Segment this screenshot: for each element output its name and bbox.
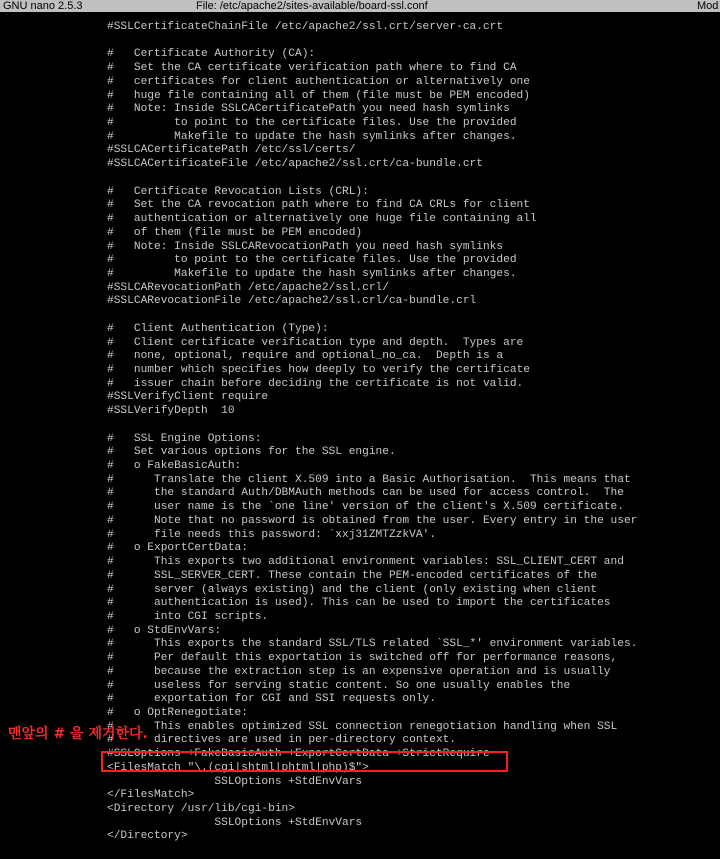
editor-line: # o FakeBasicAuth: xyxy=(107,460,242,473)
editor-line: # This exports the standard SSL/TLS related `SSL_*' environment variables. xyxy=(107,638,638,651)
editor-line: # exportation for CGI and SSI requests only. xyxy=(107,693,436,706)
app-version: GNU nano 2.5.3 xyxy=(3,0,83,12)
editor-line: # Note: Inside SSLCARevocationPath you need hash symlinks xyxy=(107,240,504,253)
editor-line: # This enables optimized SSL connection renegotiation handling when SSL xyxy=(107,720,618,733)
editor-line: # Certificate Authority (CA): xyxy=(107,48,316,61)
editor-line: # Note that no password is obtained from the user. Every entry in the user xyxy=(107,514,638,527)
editor-line: #SSLCertificateChainFile /etc/apache2/ssl.crt/server-ca.crt xyxy=(107,21,504,33)
editor-line: #SSLVerifyDepth 10 xyxy=(107,405,235,418)
editor-line: # Certificate Revocation Lists (CRL): xyxy=(107,185,369,198)
editor-line: # Makefile to update the hash symlinks after changes. xyxy=(107,267,517,280)
editor-line: # o OptRenegotiate: xyxy=(107,707,248,719)
editor-line: # SSL Engine Options: xyxy=(107,432,262,445)
editor-line: # file needs this password: `xxj31ZMTZzkVA'. xyxy=(107,528,436,541)
nano-titlebar xyxy=(0,0,720,12)
editor-line: # user name is the `one line' version of the client's X.509 certificate. xyxy=(107,501,624,514)
editor-line: # to point to the certificate files. Use the provided xyxy=(107,254,517,267)
editor-line: #SSLCACertificatePath /etc/ssl/certs/ xyxy=(107,144,356,157)
editor-line: # Translate the client X.509 into a Basic Authorisation. This means that xyxy=(107,473,631,486)
editor-line: </FilesMatch> xyxy=(107,789,195,802)
editor-line: # This exports two additional environment variables: SSL_CLIENT_CERT and xyxy=(107,556,624,569)
editor-line: SSLOptions +StdEnvVars xyxy=(107,775,363,788)
editor-line: #SSLCACertificateFile /etc/apache2/ssl.crt/ca-bundle.crt xyxy=(107,158,483,171)
editor-line: # o StdEnvVars: xyxy=(107,624,222,637)
editor-line: # SSL_SERVER_CERT. These contain the PEM-encoded certificates of the xyxy=(107,569,598,582)
editor-line: #SSLVerifyClient require xyxy=(107,391,269,404)
editor-line: # huge file containing all of them (file must be PEM encoded) xyxy=(107,89,530,102)
editor-line: # Client certificate verification type and depth. Types are xyxy=(107,336,524,349)
editor-line: # Per default this exportation is switched off for performance reasons, xyxy=(107,652,618,665)
editor-line: </Directory> xyxy=(107,830,188,843)
editor-line: # Set the CA certificate verification path where to find CA xyxy=(107,62,517,75)
editor-line: # none, optional, require and optional_no_ca. Depth is a xyxy=(107,350,504,363)
editor-line: # authentication or alternatively one huge file containing all xyxy=(107,213,537,226)
modified-status: Mod xyxy=(697,0,719,12)
editor-line: # o ExportCertData: xyxy=(107,542,248,555)
editor-line: # issuer chain before deciding the certificate is not valid. xyxy=(107,377,524,390)
editor-line: SSLOptions +StdEnvVars xyxy=(107,816,363,829)
editor-line: # server (always existing) and the client (only existing when client xyxy=(107,583,598,596)
editor-line: # the standard Auth/DBMAuth methods can be used for access control. The xyxy=(107,487,624,500)
editor-line: #SSLOptions +FakeBasicAuth +ExportCertData +StrictRequire xyxy=(107,748,490,761)
editor-line: <FilesMatch "\.(cgi|shtml|phtml|php)$"> xyxy=(107,761,369,774)
editor-line: #SSLCARevocationFile /etc/apache2/ssl.crl/ca-bundle.crl xyxy=(107,295,477,308)
editor-line: # because the extraction step is an expensive operation and is usually xyxy=(107,665,611,678)
editor-line: # certificates for client authentication or alternatively one xyxy=(107,75,530,88)
editor-line: <Directory /usr/lib/cgi-bin> xyxy=(107,803,295,816)
editor-line: #SSLCARevocationPath /etc/apache2/ssl.crl/ xyxy=(107,281,389,294)
editor-line: # into CGI scripts. xyxy=(107,610,269,623)
editor-line: # authentication is used). This can be used to import the certificates xyxy=(107,597,611,610)
highlight-box xyxy=(101,751,508,772)
editor-line: # Set various options for the SSL engine. xyxy=(107,446,396,459)
editor-line: # number which specifies how deeply to verify the certificate xyxy=(107,364,530,376)
editor-line: # to point to the certificate files. Use the provided xyxy=(107,117,517,130)
editor-line: # Client Authentication (Type): xyxy=(107,322,329,335)
annotation-label: 맨앞의 # 을 제거한다. xyxy=(8,726,148,742)
file-name: File: /etc/apache2/sites-available/board-ssl.conf xyxy=(196,0,428,12)
editor-line: # Set the CA revocation path where to find CA CRLs for client xyxy=(107,199,530,212)
editor-line: # Makefile to update the hash symlinks after changes. xyxy=(107,130,517,143)
editor-line: # Note: Inside SSLCACertificatePath you need hash symlinks xyxy=(107,103,510,116)
editor-line: # of them (file must be PEM encoded) xyxy=(107,226,363,239)
editor-line: # directives are used in per-directory context. xyxy=(107,734,457,747)
editor-line: # useless for serving static content. So one usually enables the xyxy=(107,679,571,692)
